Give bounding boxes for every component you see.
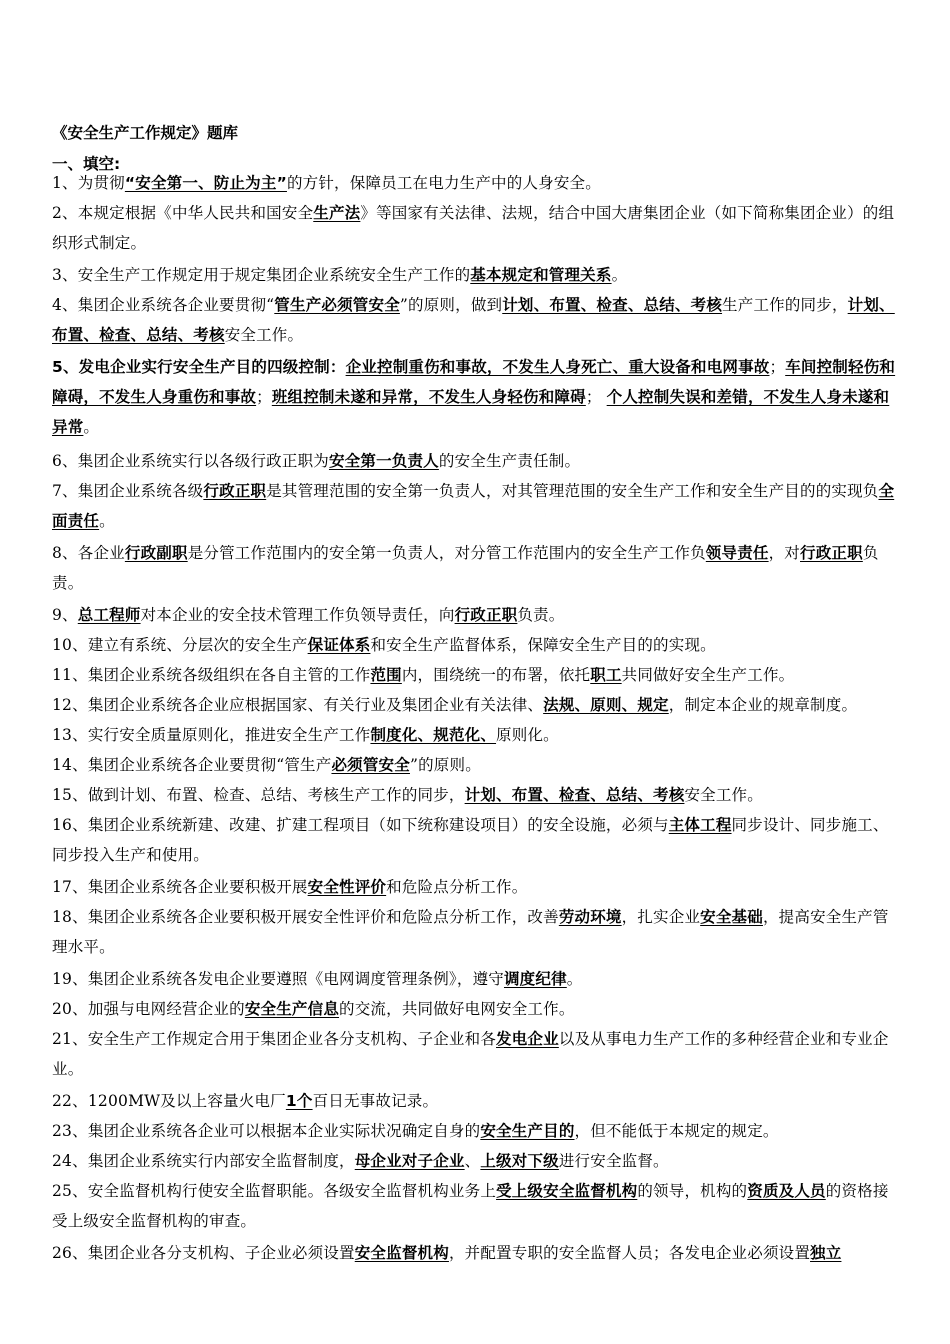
question-item bbox=[52, 1146, 902, 1176]
section-heading: 一、填空: bbox=[52, 155, 121, 173]
answer-text: 计划、布置、检查、总结、考核 bbox=[464, 786, 685, 804]
question-text: 15、做到计划、布置、检查、总结、考核生产工作的同步， bbox=[52, 786, 465, 804]
question-text: 8、各企业 bbox=[52, 544, 125, 562]
question-item bbox=[52, 660, 902, 690]
answer-text: 行政正职 bbox=[800, 544, 863, 562]
answer-text: 发电企业 bbox=[496, 1030, 559, 1048]
question-text: ； bbox=[769, 358, 786, 376]
answer-text: 上级对下级 bbox=[480, 1152, 559, 1170]
answer-text: 必须管安全 bbox=[331, 756, 410, 774]
question-text: 进行安全监督。 bbox=[558, 1152, 669, 1170]
question-text: ，制定本企业的规章制度。 bbox=[668, 696, 858, 714]
question-text: 百日无事故记录。 bbox=[312, 1092, 439, 1110]
question-text: 负责。 bbox=[517, 606, 565, 624]
question-text: 7、集团企业系统各级 bbox=[52, 482, 204, 500]
question-item bbox=[52, 1238, 902, 1268]
answer-text: 制度化、规范化、 bbox=[370, 726, 497, 744]
question-text: 1、为贯彻 bbox=[52, 174, 125, 192]
question-item bbox=[52, 994, 902, 1024]
question-text: 共同做好安全生产工作。 bbox=[621, 666, 795, 684]
question-item bbox=[52, 538, 902, 598]
question-text: 17、集团企业系统各企业要积极开展 bbox=[52, 878, 308, 896]
question-text: 对本企业的安全技术管理工作负领导责任，向 bbox=[140, 606, 455, 624]
answer-text: 安全生产信息 bbox=[244, 1000, 340, 1018]
question-item bbox=[52, 476, 902, 536]
answer-text: 主体工程 bbox=[668, 816, 732, 834]
question-text: ，提高安全生产管理水平。 bbox=[52, 908, 889, 956]
question-text: 同步设计、同步施工、同步投入生产和使用。 bbox=[52, 816, 889, 864]
question-item bbox=[52, 872, 902, 902]
question-text: 是其管理范围的安全第一负责人，对其管理范围的安全生产工作和安全生产目的的实现负 bbox=[266, 482, 879, 500]
question-text: 16、集团企业系统新建、改建、扩建工程项目（如下统称建设项目）的安全设施，必须与 bbox=[52, 816, 669, 834]
question-text: 4、集团企业系统各企业要贯彻“ bbox=[52, 296, 275, 314]
question-text: 生产工作的同步， bbox=[722, 296, 848, 314]
question-text: 18、集团企业系统各企业要积极开展安全性评价和危险点分析工作，改善 bbox=[52, 908, 559, 926]
question-text: 负责。 bbox=[52, 544, 879, 592]
question-item bbox=[52, 1024, 902, 1084]
question-text: 24、集团企业系统实行内部安全监督制度， bbox=[52, 1152, 355, 1170]
question-text: 21、安全生产工作规定合用于集团企业各分支机构、子企业和各 bbox=[52, 1030, 497, 1048]
question-item bbox=[52, 168, 902, 198]
answer-text: 领导责任 bbox=[705, 544, 769, 562]
question-item bbox=[52, 630, 902, 660]
answer-text: 行政正职 bbox=[203, 482, 267, 500]
question-text: ，并配置专职的安全监督人员；各发电企业必须设置 bbox=[448, 1244, 811, 1262]
answer-text: 班组控制未遂和异常，不发生人身轻伤和障碍 bbox=[271, 388, 586, 406]
question-text: 安全工作。 bbox=[684, 786, 763, 804]
question-text: 的安全生产责任制。 bbox=[438, 452, 581, 470]
question-text: 和安全生产监督体系，保障安全生产目的的实现。 bbox=[370, 636, 716, 654]
question-item bbox=[52, 1086, 902, 1116]
question-text: 》等国家有关法律、法规，结合中国大唐集团企业（如下简称集团企业）的组织形式制定。 bbox=[52, 204, 895, 252]
answer-text: 安全性评价 bbox=[307, 878, 387, 896]
question-text: 3、安全生产工作规定用于规定集团企业系统安全生产工作的 bbox=[52, 266, 471, 284]
answer-text: 调度纪律 bbox=[503, 970, 567, 988]
question-text: 的资格接受上级安全监督机构的审查。 bbox=[52, 1182, 889, 1230]
question-text: 是分管工作范围内的安全第一负责人，对分管工作范围内的安全生产工作负 bbox=[187, 544, 706, 562]
question-text: 2、本规定根据《中华人民共和国安全 bbox=[52, 204, 314, 222]
question-text: 安全工作。 bbox=[224, 326, 304, 344]
answer-text: 保证体系 bbox=[307, 636, 371, 654]
question-item bbox=[52, 290, 902, 350]
question-item bbox=[52, 198, 902, 258]
question-item bbox=[52, 1116, 902, 1146]
answer-text: 1个 bbox=[285, 1092, 313, 1110]
answer-text: 安全生产目的 bbox=[480, 1122, 575, 1140]
question-text: 19、集团企业系统各发电企业要遵照《电网调度管理条例》，遵守 bbox=[52, 970, 504, 988]
question-item bbox=[52, 810, 902, 870]
answer-text: 计划、布置、检查、总结、考核 bbox=[502, 296, 723, 314]
question-item bbox=[52, 690, 902, 720]
question-item bbox=[52, 964, 902, 994]
question-text: ； bbox=[585, 388, 607, 406]
question-text: 9、 bbox=[52, 606, 78, 624]
answer-text: 总工程师 bbox=[77, 606, 141, 624]
question-text: ，扎实企业 bbox=[621, 908, 701, 926]
question-text: 26、集团企业各分支机构、子企业必须设置 bbox=[52, 1244, 355, 1262]
answer-text: 个人控制失误和差错，不发生人身未遂和异常 bbox=[52, 388, 890, 436]
question-text: 14、集团企业系统各企业要贯彻“管生产 bbox=[52, 756, 332, 774]
answer-text: 行政副职 bbox=[124, 544, 188, 562]
answer-text: 管生产必须管安全 bbox=[274, 296, 400, 314]
question-item bbox=[52, 720, 902, 750]
question-item bbox=[52, 780, 902, 810]
question-item bbox=[52, 260, 902, 290]
answer-text: 生产法 bbox=[313, 204, 361, 222]
answer-text: 母企业对子企业 bbox=[354, 1152, 465, 1170]
question-text: ”的原则，做到 bbox=[399, 296, 503, 314]
question-item bbox=[52, 1176, 902, 1236]
question-text: 。 bbox=[566, 970, 583, 988]
answer-text: 受上级安全监督机构 bbox=[496, 1182, 638, 1200]
question-text: 原则化。 bbox=[496, 726, 559, 744]
question-item bbox=[52, 902, 902, 962]
question-text: 6、集团企业系统实行以各级行政正职为 bbox=[52, 452, 329, 470]
answer-text: “安全第一、防止为主” bbox=[124, 174, 287, 192]
question-text: 23、集团企业系统各企业可以根据本企业实际状况确定自身的 bbox=[52, 1122, 481, 1140]
question-text: 11、集团企业系统各级组织在各自主管的工作 bbox=[52, 666, 371, 684]
question-text: 的领导，机构的 bbox=[637, 1182, 748, 1200]
question-text: 22、1200MW及以上容量火电厂 bbox=[52, 1092, 286, 1110]
document-title: 《安全生产工作规定》题库 bbox=[52, 124, 239, 142]
question-text: 。 bbox=[99, 512, 115, 530]
question-text: 25、安全监督机构行使安全监督职能。各级安全监督机构业务上 bbox=[52, 1182, 497, 1200]
question-text: ”的原则。 bbox=[409, 756, 481, 774]
question-item bbox=[52, 750, 902, 780]
answer-text: 职工 bbox=[590, 666, 622, 684]
answer-text: 范围 bbox=[370, 666, 402, 684]
answer-text: 资质及人员 bbox=[747, 1182, 826, 1200]
answer-text: 计划、布置、检查、总结、考核 bbox=[52, 296, 895, 344]
question-text: ，对 bbox=[768, 544, 801, 562]
answer-text: 基本规定和管理关系 bbox=[470, 266, 612, 284]
answer-text: 车间控制轻伤和障碍，不发生人身重伤和事故 bbox=[52, 358, 896, 406]
question-text: 的方针，保障员工在电力生产中的人身安全。 bbox=[286, 174, 601, 192]
answer-text: 法规、原则、规定 bbox=[543, 696, 669, 714]
answer-text: 安全监督机构 bbox=[354, 1244, 449, 1262]
question-text: 以及从事电力生产工作的多种经营企业和专业企业。 bbox=[52, 1030, 889, 1078]
answer-text: 安全第一负责人 bbox=[328, 452, 439, 470]
question-text: 、 bbox=[464, 1152, 481, 1170]
question-text: 。 bbox=[83, 418, 100, 436]
answer-text: 劳动环境 bbox=[558, 908, 622, 926]
answer-text: 全面责任 bbox=[52, 482, 895, 530]
question-heading-text: 5、发电企业实行安全生产目的四级控制： bbox=[52, 358, 346, 376]
question-text: 的交流，共同做好电网安全工作。 bbox=[339, 1000, 575, 1018]
answer-text: 企业控制重伤和事故，不发生人身死亡、重大设备和电网事故 bbox=[345, 358, 770, 376]
answer-text: 行政正职 bbox=[454, 606, 518, 624]
question-item bbox=[52, 352, 902, 442]
answer-text: 独立 bbox=[810, 1244, 842, 1262]
question-item bbox=[52, 600, 902, 630]
question-text: 12、集团企业系统各企业应根据国家、有关行业及集团企业有关法律、 bbox=[52, 696, 544, 714]
question-text: ，但不能低于本规定的规定。 bbox=[574, 1122, 779, 1140]
question-text: 13、实行安全质量原则化，推进安全生产工作 bbox=[52, 726, 371, 744]
question-text: 内，围绕统一的布署，依托 bbox=[401, 666, 591, 684]
question-text: ； bbox=[256, 388, 272, 406]
answer-text: 安全基础 bbox=[700, 908, 763, 926]
question-text: 。 bbox=[611, 266, 628, 284]
question-text: 20、加强与电网经营企业的 bbox=[52, 1000, 245, 1018]
question-text: 10、建立有系统、分层次的安全生产 bbox=[52, 636, 308, 654]
question-text: 和危险点分析工作。 bbox=[386, 878, 528, 896]
question-item bbox=[52, 446, 902, 476]
